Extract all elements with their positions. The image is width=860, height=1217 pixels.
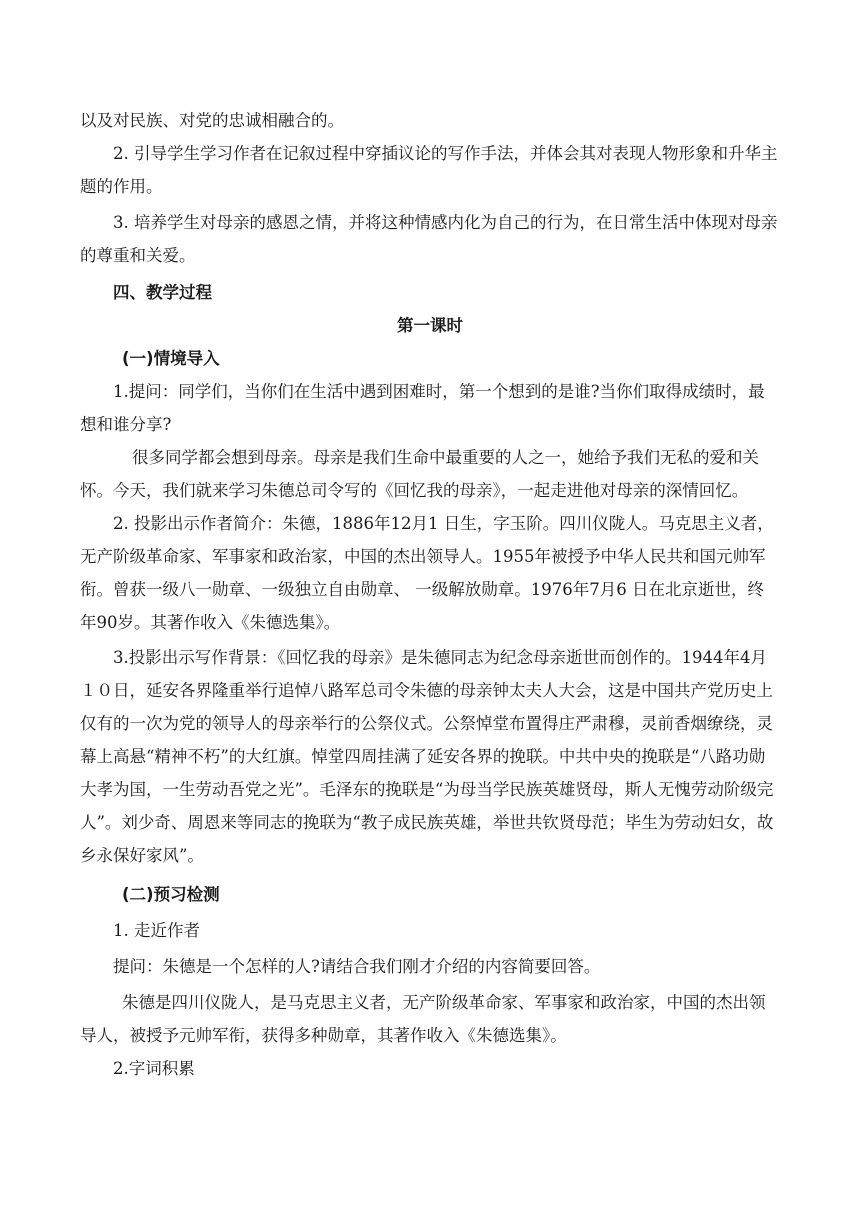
preview-question: 提问：朱德是一个怎样的人?请结合我们刚才介绍的内容简要回答。 xyxy=(113,957,601,976)
paragraph-continuation: 以及对民族、对党的忠诚相融合的。 xyxy=(80,111,344,130)
preview-answer: 朱德是四川仪陇人，是马克思主义者，无产阶级革命家、军事家和政治家，中国的杰出领导人，被授予元帅军衔，获得多种勋章，其著作收入《朱德选集》。 xyxy=(80,993,766,1045)
section-heading-teaching-process: 四、教学过程 xyxy=(113,283,212,302)
objective-3: 3. 培养学生对母亲的感恩之情，并将这种情感内化为自己的行为，在日常生活中体现对母亲的尊重和关爱。 xyxy=(80,213,778,265)
preview-item-2: 2.字词积累 xyxy=(113,1059,195,1078)
subheading-introduction: (一)情境导入 xyxy=(122,349,220,368)
intro-answer: 很多同学都会想到母亲。母亲是我们生命中最重要的人之一，她给予我们无私的爱和关怀。今天，我们就来学习朱德总司令写的《回忆我的母亲》，一起走进他对母亲的深情回忆。 xyxy=(80,448,759,500)
lesson-title: 第一课时 xyxy=(397,316,463,335)
intro-question: 1.提问：同学们，当你们在生活中遇到困难时，第一个想到的是谁?当你们取得成绩时，最想和谁分享? xyxy=(80,382,765,434)
writing-background: 3.投影出示写作背景：《回忆我的母亲》是朱德同志为纪念母亲逝世而创作的。1944年4月１０日，延安各界隆重举行追悼八路军总司令朱德的母亲钟太夫人大会，这是中国共产党历史上仅有的一次为党的领导人的母亲举行的公祭仪式。公祭悼堂布置得庄严肃穆，灵前香烟缭绕，灵幕上高悬“精神不朽”的大红旗。悼堂四周挂满了延安各界的挽联。中共中央的挽联是“八路功勋大孝为国，一生劳动吾党之光”。毛泽东的挽联是“为母当学民族英雄贤母，斯人无愧劳动阶级完人”。刘少奇、周恩来等同志的挽联为“教子成民族英雄，举世共钦贤母范；毕生为劳动妇女，故乡永保好家风”。 xyxy=(80,648,774,865)
preview-item-1: 1. 走近作者 xyxy=(113,921,200,940)
author-introduction: 2. 投影出示作者简介：朱德，1886年12月1 日生，字玉阶。四川仪陇人。马克思主义者，无产阶级革命家、军事家和政治家，中国的杰出领导人。1955年被授予中华人民共和国元帅军衔。曾获一级八一勋章、一级独立自由勋章、 一级解放勋章。1976年7月6 日在北京逝世，终年90岁。其著作收入《朱德选集》。 xyxy=(80,514,774,632)
objective-2: 2. 引导学生学习作者在记叙过程中穿插议论的写作手法，并体会其对表现人物形象和升华主题的作用。 xyxy=(80,144,778,196)
subheading-preview-check: (二)预习检测 xyxy=(122,885,220,904)
